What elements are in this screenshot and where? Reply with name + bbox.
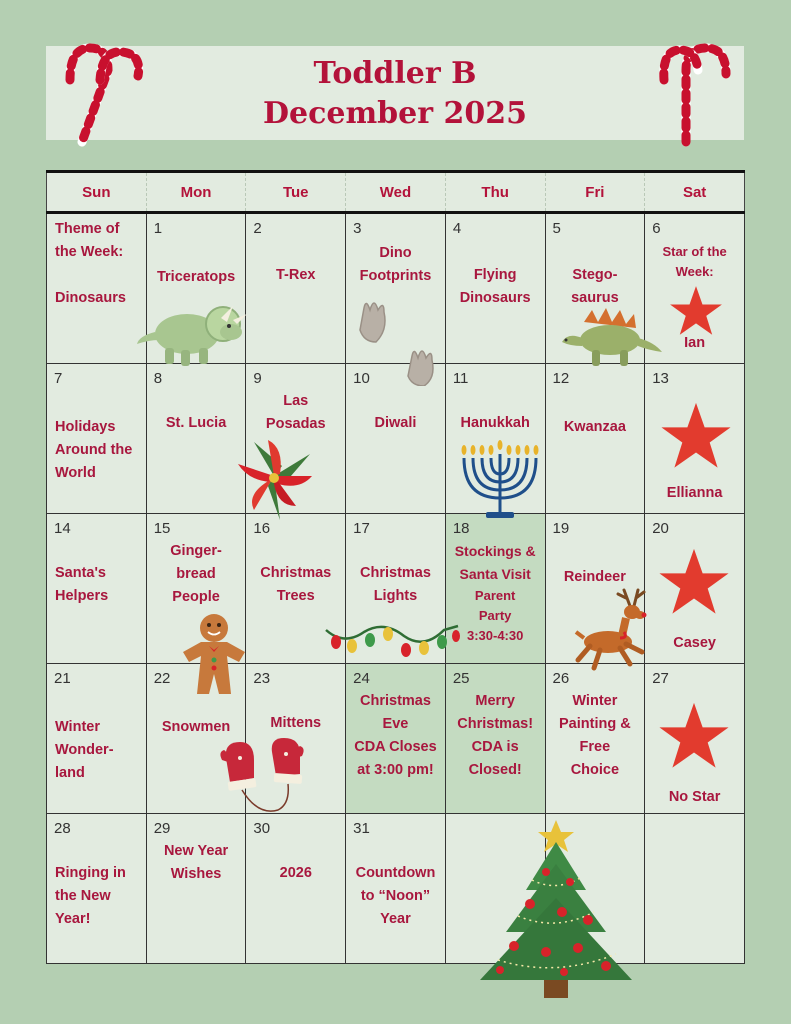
day-cell xyxy=(47,364,147,514)
weekday-header: Sun xyxy=(47,172,147,213)
day-number: 27 xyxy=(652,670,669,687)
day-activity: Hanukkah xyxy=(460,415,530,431)
gingerbread-icon xyxy=(181,612,247,698)
day-number: 11 xyxy=(452,370,469,387)
day-number: 15 xyxy=(153,520,171,537)
day-cell xyxy=(545,514,645,664)
triceratops-icon xyxy=(137,292,247,368)
mittens-icon xyxy=(218,738,306,818)
day-number: 5 xyxy=(552,220,561,237)
day-activity: Winter Painting & Free Choice xyxy=(559,693,631,778)
day-number: 14 xyxy=(54,520,71,537)
day-activity: Holidays Around the World xyxy=(55,419,133,481)
day-activity: Ginger- bread People xyxy=(170,543,222,605)
day-cell xyxy=(246,664,346,814)
day-activity: 2026 xyxy=(279,865,312,881)
day-number: 6 xyxy=(652,220,661,237)
day-number: 29 xyxy=(153,820,171,837)
day-cell xyxy=(246,213,346,364)
day-event-note: Parent Party 3:30-4:30 xyxy=(466,588,524,643)
day-cell xyxy=(346,213,446,364)
day-cell xyxy=(445,814,545,964)
day-activity: St. Lucia xyxy=(165,415,227,431)
day-activity: Christmas Trees xyxy=(260,565,332,604)
star-of-week-name: Ian xyxy=(684,335,706,351)
menorah-icon xyxy=(460,440,540,522)
day-cell xyxy=(146,364,246,514)
day-activity: Reindeer xyxy=(563,569,626,585)
day-activity: Christmas Eve CDA Closes at 3:00 pm! xyxy=(354,693,437,778)
day-activity: Winter Wonder- land xyxy=(55,719,114,781)
day-number: 8 xyxy=(153,370,163,387)
day-cell xyxy=(47,664,147,814)
day-number: 1 xyxy=(153,220,163,237)
day-cell xyxy=(445,664,545,814)
day-number: 23 xyxy=(253,670,271,687)
day-cell xyxy=(47,514,147,664)
christmas-tree-icon xyxy=(474,820,638,1000)
page-title: Toddler B xyxy=(313,56,477,91)
day-cell xyxy=(445,514,545,664)
week-row xyxy=(47,664,745,814)
day-number: 30 xyxy=(253,820,271,837)
day-activity: Flying Dinosaurs xyxy=(459,267,531,306)
day-cell xyxy=(645,664,745,814)
calendar-header xyxy=(46,46,744,140)
day-activity: Star of the Week: xyxy=(662,244,727,279)
day-activity: New Year Wishes xyxy=(163,843,229,882)
day-cell xyxy=(645,814,745,964)
day-cell xyxy=(346,814,446,964)
weekday-header: Wed xyxy=(346,172,446,213)
poinsettia-icon xyxy=(234,436,316,522)
day-activity: Snowmen xyxy=(161,719,231,735)
day-number: 12 xyxy=(552,370,570,387)
day-cell xyxy=(545,664,645,814)
day-cell xyxy=(146,814,246,964)
star-icon xyxy=(669,284,723,338)
day-activity: Diwali xyxy=(374,415,417,431)
day-number: 3 xyxy=(353,220,362,237)
day-number: 16 xyxy=(253,520,271,537)
day-cell xyxy=(47,213,147,364)
day-number: 9 xyxy=(253,370,262,387)
day-activity: Ringing in the New Year! xyxy=(55,865,126,927)
week-row xyxy=(47,514,745,664)
day-number: 28 xyxy=(54,820,71,837)
day-activity: Santa's Helpers xyxy=(55,565,109,604)
day-number: 22 xyxy=(153,670,171,687)
star-of-week-name: Ellianna xyxy=(666,485,723,501)
day-number: 2 xyxy=(253,220,262,237)
day-number: 25 xyxy=(452,670,470,687)
day-cell xyxy=(47,814,147,964)
day-cell xyxy=(445,213,545,364)
day-cell xyxy=(246,814,346,964)
day-number: 4 xyxy=(452,220,462,237)
day-activity: Countdown to “Noon” Year xyxy=(355,865,436,927)
day-activity: Dino Footprints xyxy=(359,245,432,284)
day-activity: T-Rex xyxy=(276,267,316,283)
day-activity: Las Posadas xyxy=(265,393,326,432)
weekday-header: Thu xyxy=(445,172,545,213)
day-activity: Stockings & Santa Visit xyxy=(454,543,536,582)
day-number: 20 xyxy=(652,520,669,537)
week-row xyxy=(47,213,745,364)
day-activity: Mittens xyxy=(270,715,322,731)
day-activity: Christmas Lights xyxy=(360,565,431,604)
day-number: 7 xyxy=(54,370,63,387)
star-of-week-name: Casey xyxy=(673,635,716,651)
stegosaurus-icon xyxy=(558,306,662,372)
day-number: 10 xyxy=(353,370,370,387)
week-row xyxy=(47,364,745,514)
day-number: 17 xyxy=(353,520,370,537)
weekday-header-row xyxy=(47,172,745,213)
day-activity: Theme of the Week: Dinosaurs xyxy=(55,221,126,306)
day-cell xyxy=(246,364,346,514)
day-cell xyxy=(645,514,745,664)
string-lights-icon xyxy=(324,616,460,662)
day-cell xyxy=(545,364,645,514)
weekday-header: Mon xyxy=(146,172,246,213)
day-number: 26 xyxy=(552,670,570,687)
star-of-week-name: No Star xyxy=(668,789,721,805)
day-activity: Stego- saurus xyxy=(571,267,619,306)
day-number: 13 xyxy=(652,370,669,387)
day-cell xyxy=(645,364,745,514)
day-cell xyxy=(545,213,645,364)
star-icon xyxy=(657,700,731,772)
star-icon xyxy=(659,400,733,472)
day-number: 18 xyxy=(452,520,470,537)
star-icon xyxy=(657,546,731,618)
day-cell xyxy=(146,514,246,664)
week-row xyxy=(47,814,745,964)
day-cell xyxy=(445,364,545,514)
day-number: 19 xyxy=(552,520,570,537)
reindeer-icon xyxy=(572,586,658,682)
day-activity: Merry Christmas! CDA is Closed! xyxy=(457,693,534,778)
calendar-grid xyxy=(46,170,745,964)
weekday-header: Sat xyxy=(645,172,745,213)
weekday-header: Tue xyxy=(246,172,346,213)
day-activity: Triceratops xyxy=(156,269,236,285)
day-number: 24 xyxy=(353,670,370,687)
day-number: 31 xyxy=(353,820,370,837)
weekday-header: Fri xyxy=(545,172,645,213)
day-cell xyxy=(146,213,246,364)
day-activity: Kwanzaa xyxy=(563,419,626,435)
day-number: 21 xyxy=(54,670,71,687)
candy-cane-icon xyxy=(644,40,744,150)
day-cell xyxy=(346,664,446,814)
day-cell xyxy=(346,514,446,664)
page-subtitle: December 2025 xyxy=(262,96,527,131)
footprints-icon xyxy=(348,290,448,386)
day-cell xyxy=(346,364,446,514)
